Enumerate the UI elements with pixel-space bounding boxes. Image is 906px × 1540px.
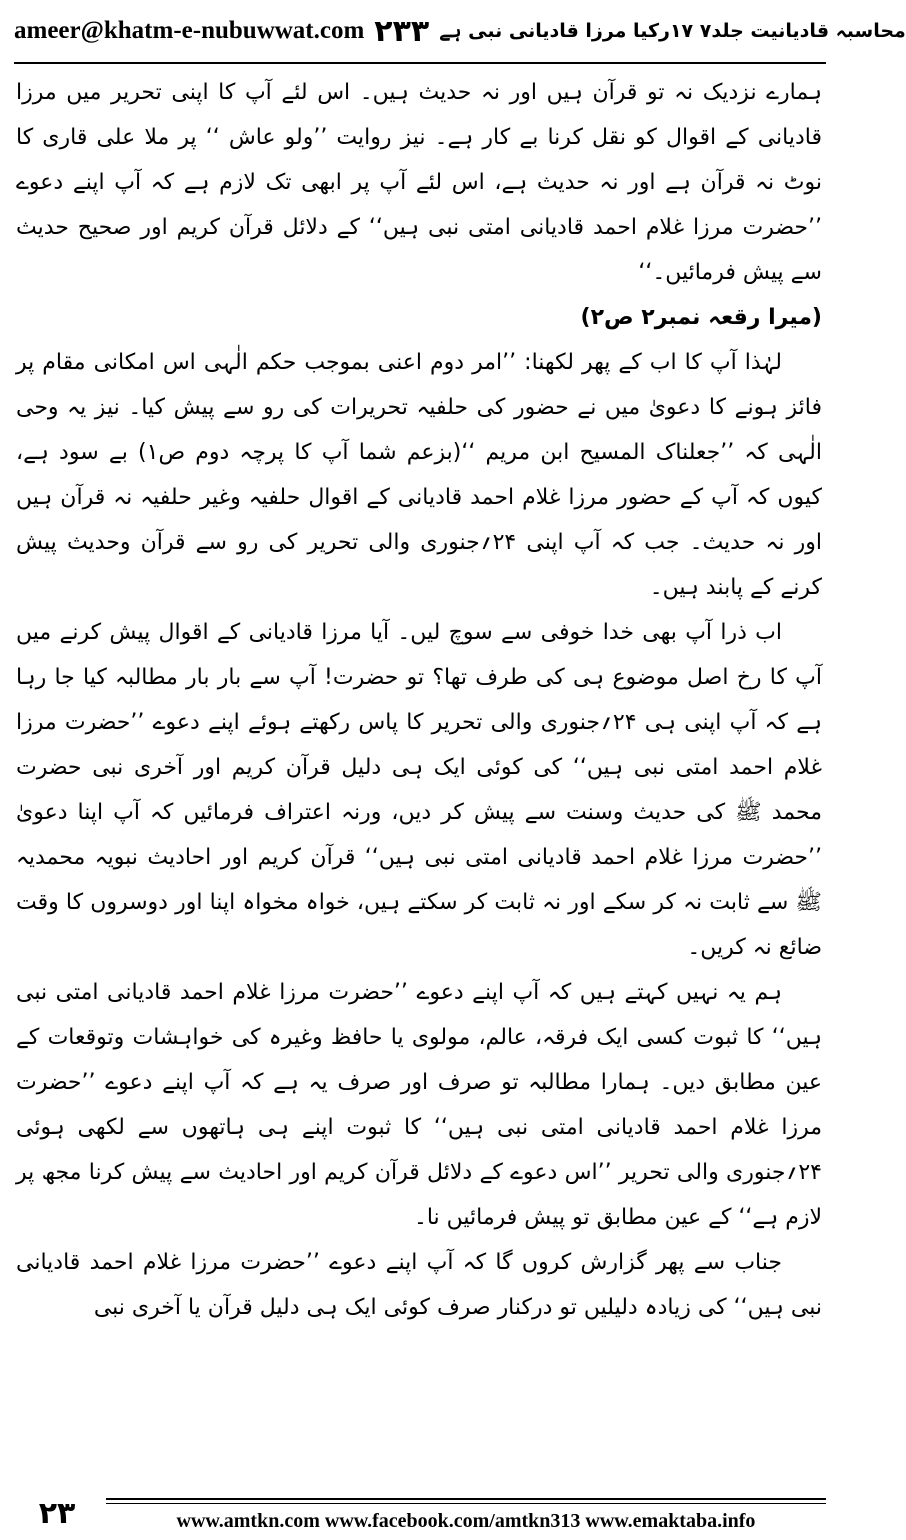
paragraph-1: ہمارے نزدیک نہ تو قرآن ہیں اور نہ حدیث ہیں۔ اس لئے آپ کا اپنی تحریر میں مرزا قادیانی کے اقوال کو نقل کرنا بے کار ہے۔ نیز روایت ’’ولو عاش ‘‘ پر ملا علی قاری کا نوٹ نہ قرآن ہے اور نہ حدیث ہے، اس لئے آپ پر ابھی تک لازم ہے کہ آپ اپنے دعوے ’’حضرت مرزا غلام احمد قادیانی امتی نبی ہیں‘‘ کے دلائل قرآن کریم اور صحیح حدیث سے پیش فرمائیں۔‘‘ [16,80,822,285]
page-body [16,70,822,1480]
footer-page-number: ۲۳ [38,1495,76,1531]
header-page-number: ۲۳۳ [374,13,430,49]
paragraph-5: جناب سے پھر گزارش کروں گا کہ آپ اپنے دعوے ’’حضرت مرزا غلام احمد قادیانی نبی ہیں‘‘ کی زیادہ دلیلیں تو درکنار صرف کوئی ایک ہی دلیل قرآن یا آخری نبی [16,1250,822,1320]
reference-note: (میرا رقعہ نمبر۲ ص۲) [580,305,822,330]
footer-links: www.amtkn.com www.facebook.com/amtkn313 www.emaktaba.info [176,1510,756,1532]
page-footer [14,1490,826,1538]
header-divider [14,62,826,64]
paragraph-4: ہم یہ نہیں کہتے ہیں کہ آپ اپنے دعوے ’’حضرت مرزا غلام احمد قادیانی امتی نبی ہیں‘‘ کا ثبوت کسی ایک فرقہ، عالم، مولوی یا حافظ وغیرہ کی خواہشات وتوقعات کے عین مطابق دیں۔ ہمارا مطالبہ تو صرف اور صرف یہ ہے کہ آپ اپنے دعوے ’’حضرت مرزا غلام احمد قادیانی امتی نبی ہیں‘‘ کا ثبوت اپنے ہی ہاتھوں سے لکھی ہوئی ۲۴؍جنوری والی تحریر ’’اس دعوے کے دلائل قرآن کریم اور احادیث سے پیش کرنا مجھ پر لازم ہے‘‘ کے عین مطابق تو پیش فرمائیں نا۔ [16,980,822,1230]
footer-divider-thin [106,1503,826,1504]
page-header [14,0,906,62]
paragraph-2: لہٰذا آپ کا اب کے پھر لکھنا: ’’امر دوم اعنی بموجب حکم الٰہی اس امکانی مقام پر فائز ہونے کا دعویٰ میں نے حضور کی حلفیہ تحریرات کی رو سے پیش کیا۔ نیز یہ وحی الٰہی کہ ’’جعلناک المسیح ابن مریم ‘‘(بزعم شما آپ کا پرچہ دوم ص۱) بے سود ہے، کیوں کہ آپ کے حضور مرزا غلام احمد قادیانی کے اقوال حلفیہ وغیر حلفیہ نہ قرآن ہیں اور نہ حدیث۔ جب کہ آپ اپنی ۲۴؍جنوری والی تحریر کی رو سے قرآن وحدیث پیش کرنے کے پابند ہیں۔ [16,350,822,600]
footer-divider [106,1498,826,1500]
header-title: محاسبہ قادیانیت جلد۷ ۱۷رکیا مرزا قادیانی نبی ہے [439,20,906,42]
paragraph-3: اب ذرا آپ بھی خدا خوفی سے سوچ لیں۔ آیا مرزا قادیانی کے اقوال پیش کرنے میں آپ کا رخ اصل موضوع ہی کی طرف تھا؟ تو حضرت! آپ سے بار بار مطالبہ کیا جا رہا ہے کہ آپ اپنی ہی ۲۴؍جنوری والی تحریر کا پاس رکھتے ہوئے اپنے دعوے ’’حضرت مرزا غلام احمد امتی نبی ہیں‘‘ کی کوئی ایک ہی دلیل قرآن کریم اور آخری نبی حضرت محمد ﷺ کی حدیث وسنت سے پیش کر دیں، ورنہ اعتراف فرمائیں کہ آپ اپنا دعویٰ ’’حضرت مرزا غلام احمد قادیانی امتی نبی ہیں‘‘ قرآن کریم اور احادیث نبویہ محمدیہ ﷺ سے ثابت نہ کر سکے اور نہ ثابت کر سکتے ہیں، خواہ مخواہ اپنا اور دوسروں کا وقت ضائع نہ کریں۔ [16,620,822,960]
header-email: ameer@khatm-e-nubuwwat.com [14,17,365,44]
